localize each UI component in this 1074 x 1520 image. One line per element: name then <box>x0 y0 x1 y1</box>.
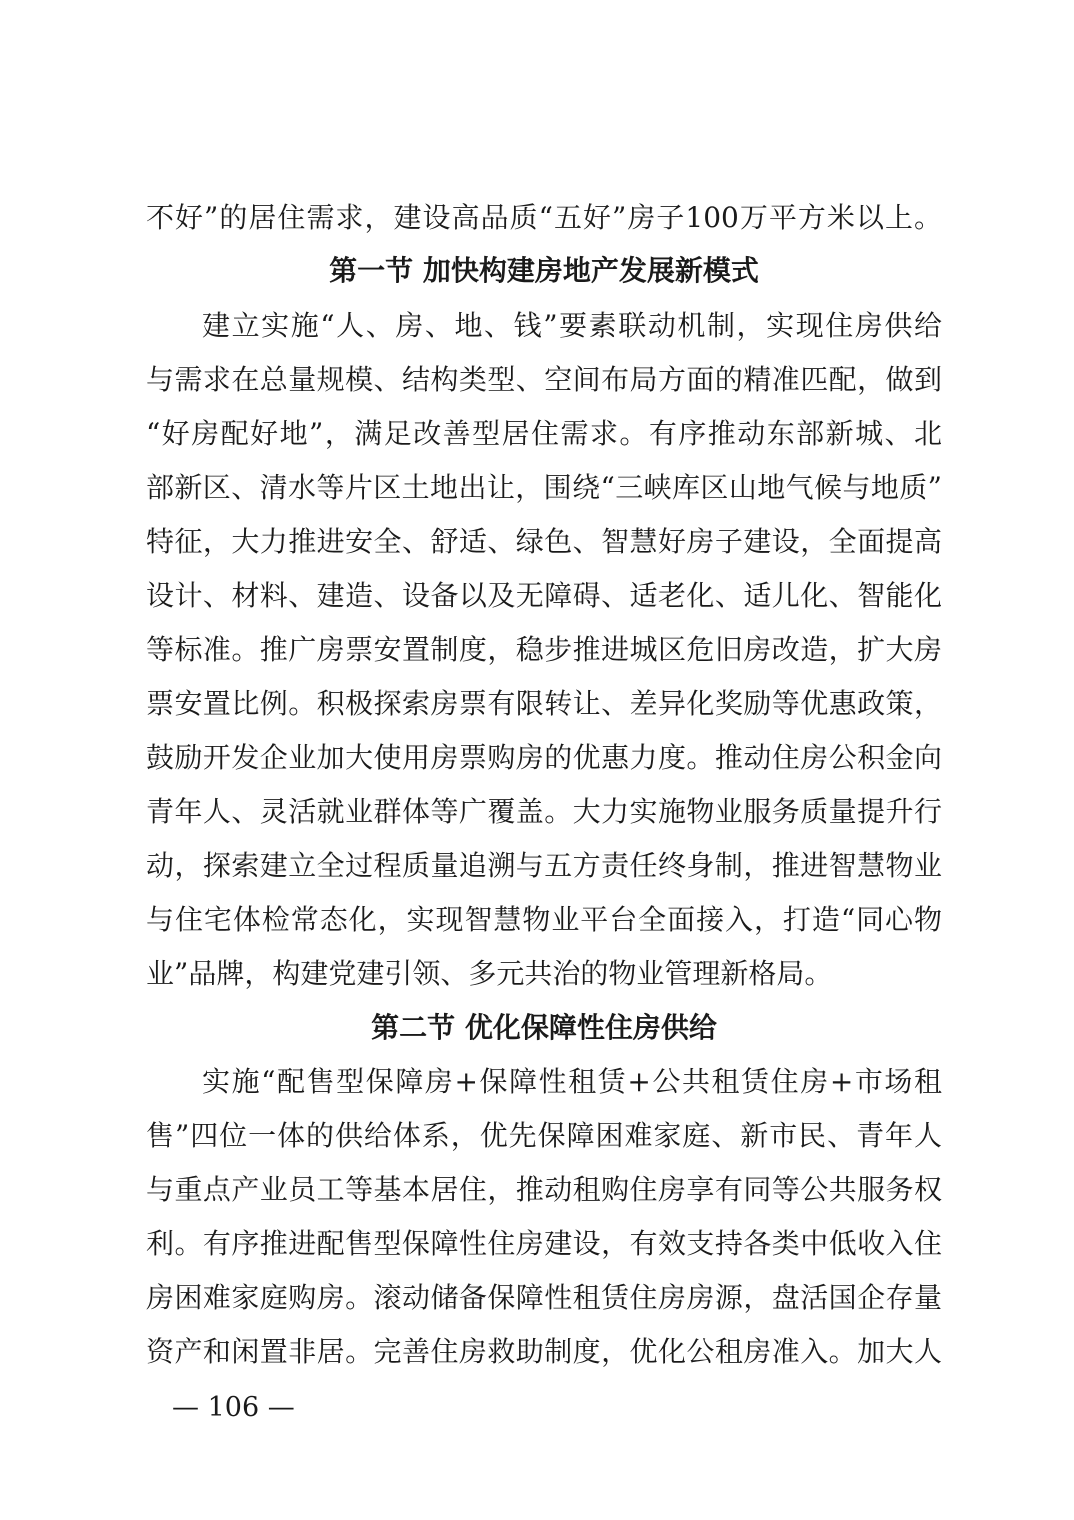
paragraph-line: 设计、材料、建造、设备以及无障碍、适老化、适儿化、智能化 <box>146 579 942 612</box>
paragraph-line: “好房配好地”，满足改善型居住需求。有序推动东部新城、北 <box>146 417 942 450</box>
paragraph-line: 青年人、灵活就业群体等广覆盖。大力实施物业服务质量提升行 <box>146 795 942 828</box>
paragraph-line: 利。有序推进配售型保障性住房建设，有效支持各类中低收入住 <box>146 1227 942 1260</box>
paragraph-line: 实施“配售型保障房+保障性租赁+公共租赁住房+市场租 <box>202 1065 942 1098</box>
page-number: — 106 — <box>172 1392 295 1423</box>
section-heading-2: 第二节 优化保障性住房供给 <box>371 1011 717 1044</box>
paragraph-line: 部新区、清水等片区土地出让，围绕“三峡库区山地气候与地质” <box>146 471 942 504</box>
paragraph-line: 房困难家庭购房。滚动储备保障性租赁住房房源，盘活国企存量 <box>146 1281 942 1314</box>
paragraph-line: 与需求在总量规模、结构类型、空间布局方面的精准匹配，做到 <box>146 363 942 396</box>
section-heading-1: 第一节 加快构建房地产发展新模式 <box>329 254 759 287</box>
paragraph-line: 建立实施“人、房、地、钱”要素联动机制，实现住房供给 <box>202 309 942 342</box>
paragraph-line: 票安置比例。积极探索房票有限转让、差异化奖励等优惠政策， <box>146 687 942 720</box>
intro-line-1: 不好”的居住需求，建设高品质“五好”房子100万平方米以上。 <box>146 201 942 234</box>
paragraph-line: 业”品牌，构建党建引领、多元共治的物业管理新格局。 <box>146 957 833 990</box>
paragraph-line: 动，探索建立全过程质量追溯与五方责任终身制，推进智慧物业 <box>146 849 942 882</box>
paragraph-line: 与住宅体检常态化，实现智慧物业平台全面接入，打造“同心物 <box>146 903 942 936</box>
paragraph-line: 与重点产业员工等基本居住，推动租购住房享有同等公共服务权 <box>146 1173 942 1206</box>
paragraph-line: 资产和闲置非居。完善住房救助制度，优化公租房准入。加大人 <box>146 1335 942 1368</box>
paragraph-line: 售”四位一体的供给体系，优先保障困难家庭、新市民、青年人 <box>146 1119 942 1152</box>
paragraph-line: 等标准。推广房票安置制度，稳步推进城区危旧房改造，扩大房 <box>146 633 942 666</box>
paragraph-line: 鼓励开发企业加大使用房票购房的优惠力度。推动住房公积金向 <box>146 741 942 774</box>
paragraph-line: 特征，大力推进安全、舒适、绿色、智慧好房子建设，全面提高 <box>146 525 942 558</box>
